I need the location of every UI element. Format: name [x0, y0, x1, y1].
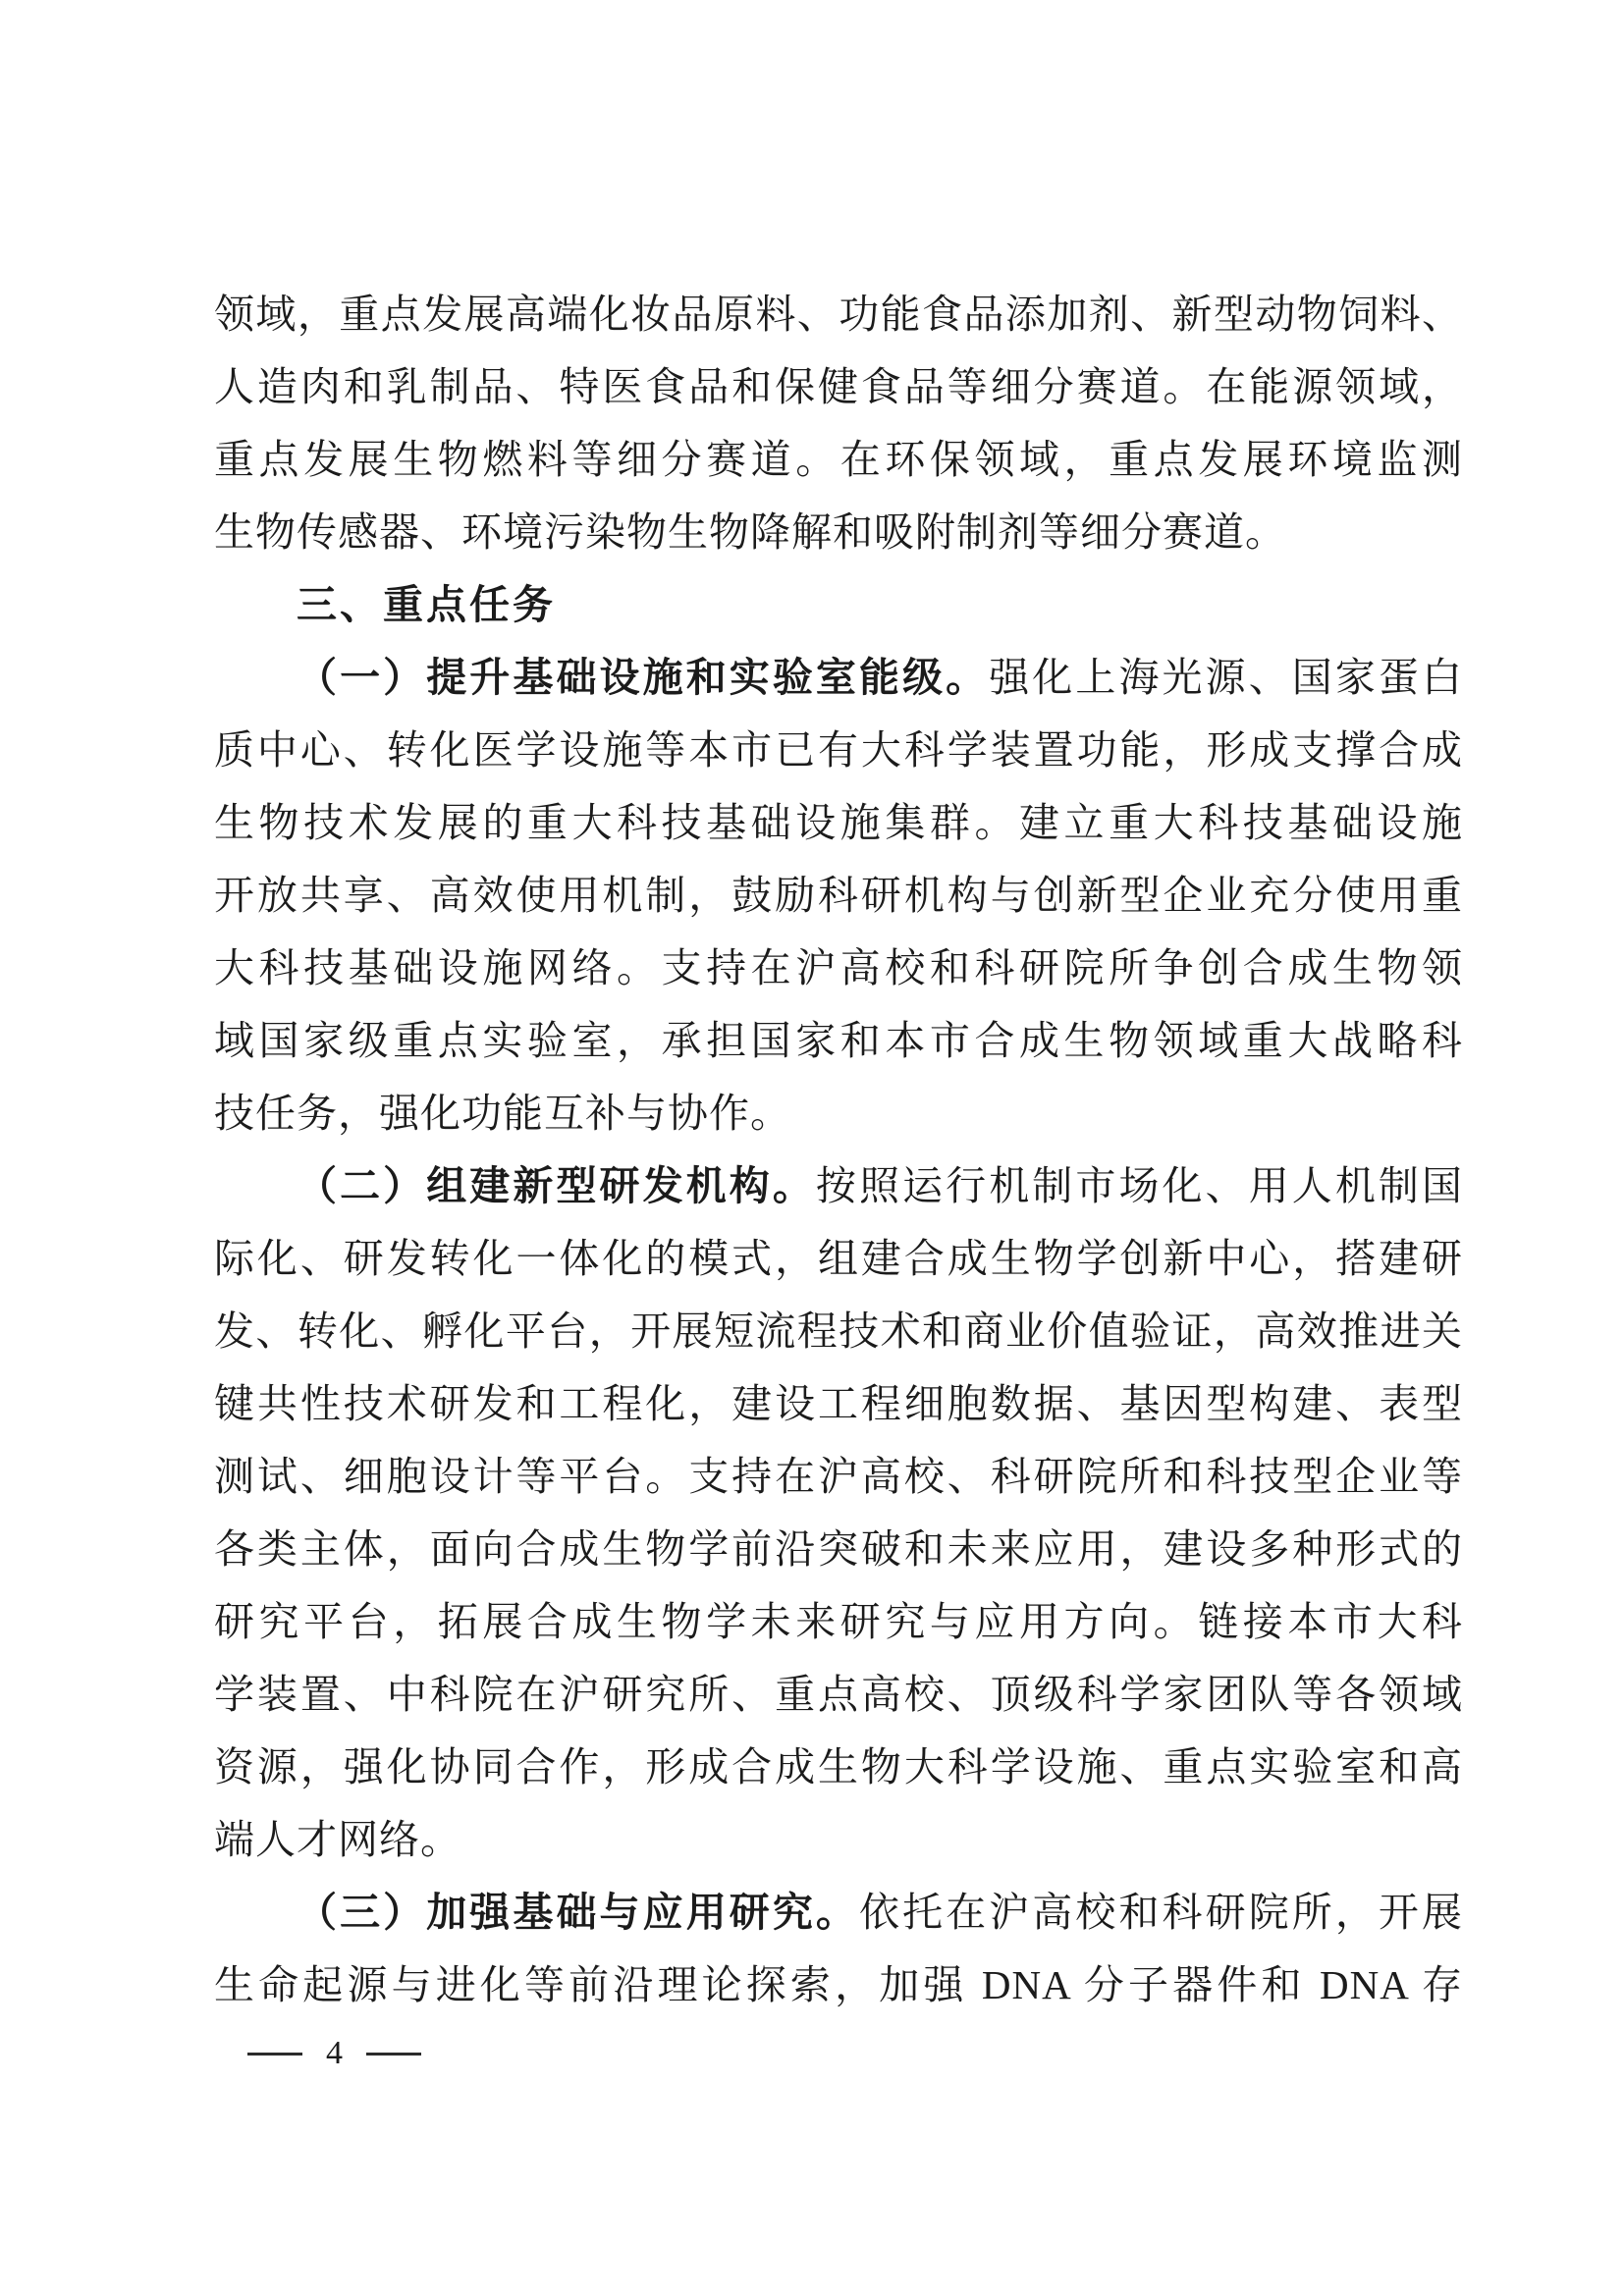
body-text: 生命起源与进化等前沿理论探索，加强 DNA 分子器件和 DNA 存 [214, 1962, 1463, 2007]
page-number: 4 [326, 2035, 343, 2071]
body-text: 大科技基础设施网络。支持在沪高校和科研院所争创合成生物领 [214, 945, 1463, 990]
text-line [214, 1731, 1463, 1803]
body-text: 开放共享、高效使用机制，鼓励科研机构与创新型企业充分使用重 [214, 873, 1463, 918]
section-heading [214, 568, 1463, 641]
text-line [214, 1876, 1463, 1949]
footer-dash-right [366, 2053, 421, 2056]
text-line [214, 932, 1463, 1004]
body-text: 键共性技术研发和工程化，建设工程细胞数据、基因型构建、表型 [214, 1381, 1463, 1426]
body-text: 生物技术发展的重大科技基础设施集群。建立重大科技基础设施 [214, 800, 1463, 845]
body-text: 端人才网络。 [214, 1817, 461, 1862]
text-line [214, 1803, 1463, 1876]
text-line [214, 1077, 1463, 1149]
text-line [214, 1513, 1463, 1585]
body-text: 技任务，强化功能互补与协作。 [214, 1091, 791, 1136]
body-text: 依托在沪高校和科研院所，开展 [859, 1890, 1463, 1935]
page-footer [247, 2032, 421, 2075]
bold-lead-text: （一）提升基础设施和实验室能级。 [297, 655, 990, 700]
body-text: 域国家级重点实验室，承担国家和本市合成生物领域重大战略科 [214, 1018, 1463, 1063]
text-line [214, 278, 1463, 350]
body-text: 研究平台，拓展合成生物学未来研究与应用方向。链接本市大科 [214, 1599, 1463, 1644]
body-text: 发、转化、孵化平台，开展短流程技术和商业价值验证，高效推进关 [214, 1308, 1463, 1354]
bold-lead-text: （三）加强基础与应用研究。 [297, 1890, 859, 1935]
text-line [214, 786, 1463, 859]
text-line [214, 714, 1463, 786]
document-body [214, 278, 1463, 2021]
text-line [214, 496, 1463, 568]
text-line [214, 1585, 1463, 1658]
text-line [214, 1658, 1463, 1731]
body-text: 按照运行机制市场化、用人机制国 [815, 1163, 1463, 1208]
text-line [214, 1440, 1463, 1513]
text-line [214, 350, 1463, 423]
body-text: 人造肉和乳制品、特医食品和保健食品等细分赛道。在能源领域， [214, 364, 1463, 409]
body-text: 领域，重点发展高端化妆品原料、功能食品添加剂、新型动物饲料、 [214, 292, 1463, 337]
text-line [214, 1295, 1463, 1367]
body-text: 各类主体，面向合成生物学前沿突破和未来应用，建设多种形式的 [214, 1526, 1463, 1572]
body-text: 强化上海光源、国家蛋白 [989, 655, 1464, 700]
body-text: 学装置、中科院在沪研究所、重点高校、顶级科学家团队等各领域 [214, 1672, 1463, 1717]
text-line [214, 423, 1463, 496]
text-line [214, 1149, 1463, 1222]
body-text: 际化、研发转化一体化的模式，组建合成生物学创新中心，搭建研 [214, 1236, 1463, 1281]
body-text: 重点发展生物燃料等细分赛道。在环保领域，重点发展环境监测 [214, 437, 1463, 482]
body-text: 生物传感器、环境污染物生物降解和吸附制剂等细分赛道。 [214, 509, 1286, 555]
body-text: 测试、细胞设计等平台。支持在沪高校、科研院所和科技型企业等 [214, 1454, 1463, 1499]
footer-dash-left [247, 2053, 302, 2056]
text-line [214, 1949, 1463, 2021]
bold-lead-text: （二）组建新型研发机构。 [297, 1163, 816, 1208]
text-line [214, 1004, 1463, 1077]
text-line [214, 1367, 1463, 1440]
text-line [214, 641, 1463, 714]
bold-lead-text: 三、重点任务 [297, 582, 556, 627]
text-line [214, 1222, 1463, 1295]
body-text: 资源，强化协同合作，形成合成生物大科学设施、重点实验室和高 [214, 1744, 1463, 1789]
body-text: 质中心、转化医学设施等本市已有大科学装置功能，形成支撑合成 [214, 727, 1463, 773]
text-line [214, 859, 1463, 932]
